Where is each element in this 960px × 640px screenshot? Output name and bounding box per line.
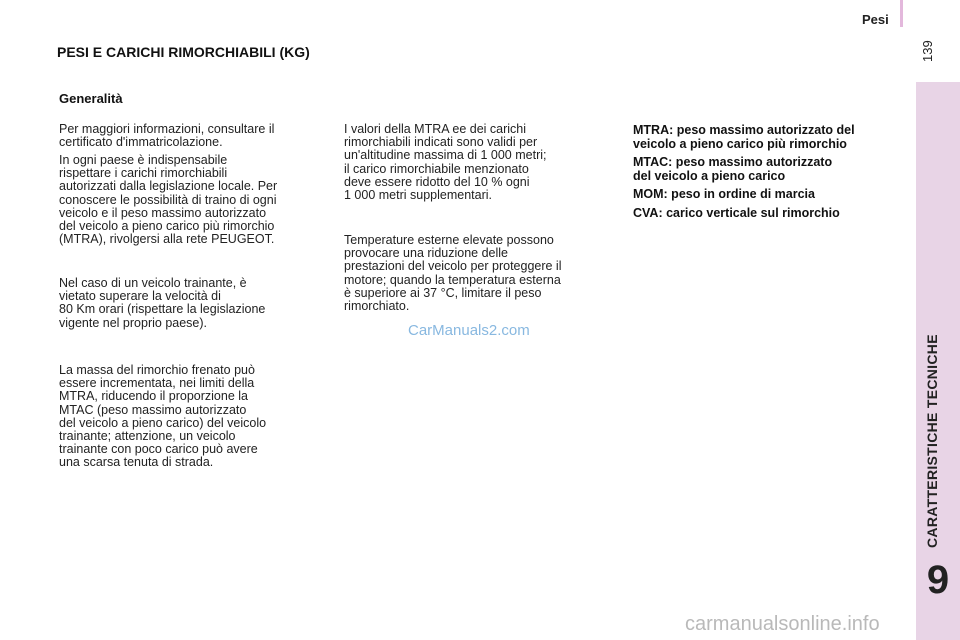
page-title: PESI E CARICHI RIMORCHIABILI (KG) xyxy=(57,44,310,60)
section-header: Pesi xyxy=(862,12,889,27)
paragraph-temperature: Temperature esterne elevate possono provocare una riduzione delle prestazioni del veicolo per proteggere il motore; quando la temperatura esterna è superiore ai 37 °C, limitare il peso rimorchiato. xyxy=(344,233,562,314)
watermark-link[interactable]: CarManuals2.com xyxy=(408,322,530,339)
glossary-list xyxy=(633,124,915,225)
chapter-title: CARATTERISTICHE TECNICHE xyxy=(924,334,940,548)
section-heading: Generalità xyxy=(59,91,123,106)
chapter-number: 9 xyxy=(926,558,950,602)
paragraph-legislation: In ogni paese è indispensabile rispettare i carichi rimorchiabili autorizzati dalla legislazione locale. Per conoscere le possibilità di traino di ogni veicolo e il peso massimo autorizzato del veicolo a pieno carico più rimorchio (MTRA), rivolgersi alla rete PEUGEOT. xyxy=(59,153,278,247)
paragraph-altitude: I valori della MTRA ee dei carichi rimorchiabili indicati sono validi per un'altitudine massima di 1 000 metri; il carico rimorchiabile menzionato deve essere ridotto del 10 % ogni 1 000 metri supplementari. xyxy=(344,122,547,203)
glossary-item-mom: MOM: peso in ordine di marcia xyxy=(633,187,815,201)
paragraph-trailer-mass: La massa del rimorchio frenato può essere incrementata, nei limiti della MTRA, riducendo il proporzione la MTAC (peso massimo autorizzato del veicolo a pieno carico) del veicolo trainante; attenzione, un veicolo trainante con poco carico può avere una scarsa tenuta di strada. xyxy=(59,363,267,470)
paragraph-registration: Per maggiori informazioni, consultare il certificato d'immatricolazione. xyxy=(59,122,275,150)
footer-watermark: carmanualsonline.info xyxy=(685,613,880,635)
glossary-item-mtra: MTRA: peso massimo autorizzato del veicolo a pieno carico più rimorchio xyxy=(633,123,855,151)
page-number: 139 xyxy=(920,40,935,62)
glossary-item-mtac: MTAC: peso massimo autorizzato del veicolo a pieno carico xyxy=(633,155,833,183)
header-divider xyxy=(900,0,903,27)
glossary-item-cva: CVA: carico verticale sul rimorchio xyxy=(633,205,840,220)
paragraph-speed-limit: Nel caso di un veicolo trainante, è vietato superare la velocità di 80 Km orari (rispettare la legislazione vigente nel proprio paese). xyxy=(59,276,266,330)
